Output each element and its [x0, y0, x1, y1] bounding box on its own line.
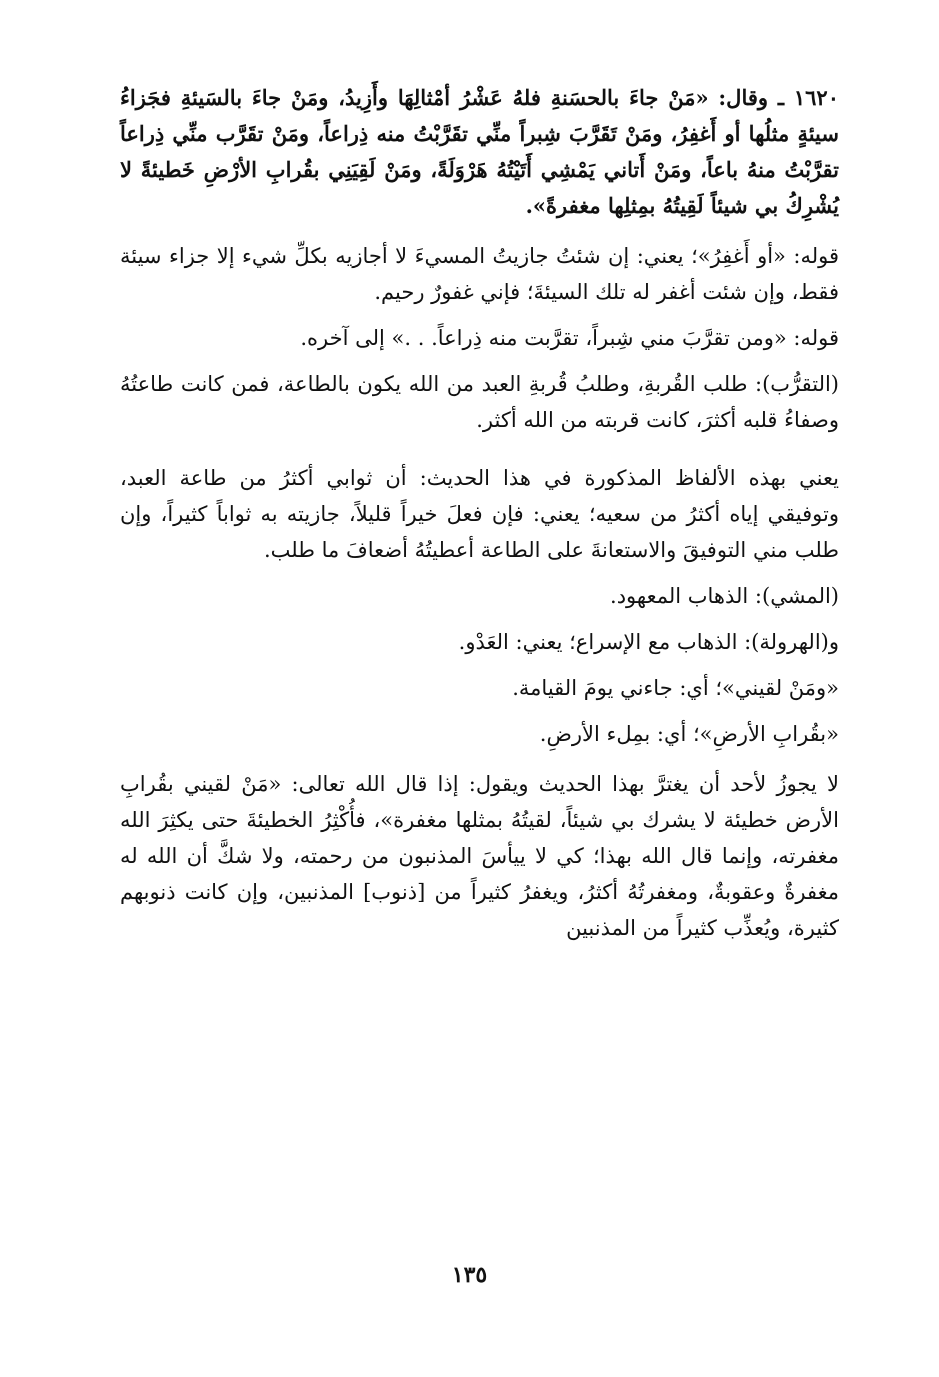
commentary-paragraph: (التقرُّب): طلب القُربةِ، وطلبُ قُربةِ العبد من الله يكون بالطاعة، فمن كانت طاعتُهُ وصفاءُ قلبه أكثرَ، كانت قربته من الله أكثر. [120, 372, 839, 432]
commentary-paragraph: لا يجوزُ لأحد أن يغترَّ بهذا الحديث ويقول: إذا قال الله تعالى: «مَنْ لقيني بقُرابِ الأرض خطيئة لا يشرك بي شيئاً، لقيتُهُ بمثلها مغفرة»، فأُكْثِرُ الخطيئةَ حتى يكثِرَ الله مغفرته، وإنما قال الله بهذا؛ كي لا ييأسَ المذنبون من رحمته، ولا شكَّ أن الله له مغفرةٌ وعقوبةٌ، ومغفرتُهُ أكثرُ، ويغفرُ كثيراً من [ذنوب] المذنبين، وإن كانت ذنوبهم كثيرة، ويُعذِّب كثيراً من المذنبين [120, 772, 839, 940]
commentary-paragraph: و(الهرولة): الذهاب مع الإسراع؛ يعني: العَدْو. [458, 630, 839, 654]
commentary-paragraph: «بقُرابِ الأرضِ»؛ أي: بمِلء الأرضِ. [539, 722, 839, 746]
commentary-paragraph: «ومَنْ لقيني»؛ أي: جاءني يومَ القيامة. [512, 676, 839, 700]
commentary-paragraph: يعني بهذه الألفاظ المذكورة في هذا الحديث: أن ثوابي أكثرُ من طاعة العبد، وتوفيقي إياه أكثرُ من سعيه؛ يعني: فإن فعلَ خيراً قليلاً، جازيته به ثواباً كثيراً، وإن طلب مني التوفيقَ والاستعانةَ على الطاعة أعطيتُهُ أضعافَ ما طلب. [120, 466, 839, 562]
page-number: ١٣٥ [451, 1262, 488, 1288]
commentary-paragraph: قوله: «أو أَغفِرُ»؛ يعني: إن شئتُ جازيتُ المسيءَ لا أجازيه بكلِّ شيء إلا جزاء سيئة فقط، وإن شئت أغفر له تلك السيئةَ؛ فإني غفورٌ رحيم. [120, 244, 839, 304]
commentary-paragraph: (المشي): الذهاب المعهود. [610, 584, 839, 608]
commentary-paragraph: قوله: «ومن تقرَّبَ مني شِبراً، تقرَّبت منه ذِراعاً. . .» إلى آخره. [300, 326, 839, 350]
hadith-text: ١٦٢٠ ـ وقال: «مَنْ جاءَ بالحسَنةِ فلهُ عَشْرُ أمْثالِهَا وأَزِيدُ، ومَنْ جاءَ بالسَيئةِ فجَزاءُ سيئةٍ مثلُها أو أَغفِرُ، ومَنْ تَقَرَّبَ شِبراً منِّي تقَرَّبْتُ منه ذِراعاً، ومَنْ تقَرَّب منِّي ذِراعاً تقرَّبْتُ منهُ باعاً، ومَنْ أَتاني يَمْشِي أَتَيْتُهُ هَرْوَلَةً، ومَنْ لَقِيَنِي بقُرابِ الأرْضِ خَطيئةً لا يُشْرِكُ بي شيئاً لَقِيتُهُ بمِثلِها مغفرةً». [120, 85, 839, 218]
